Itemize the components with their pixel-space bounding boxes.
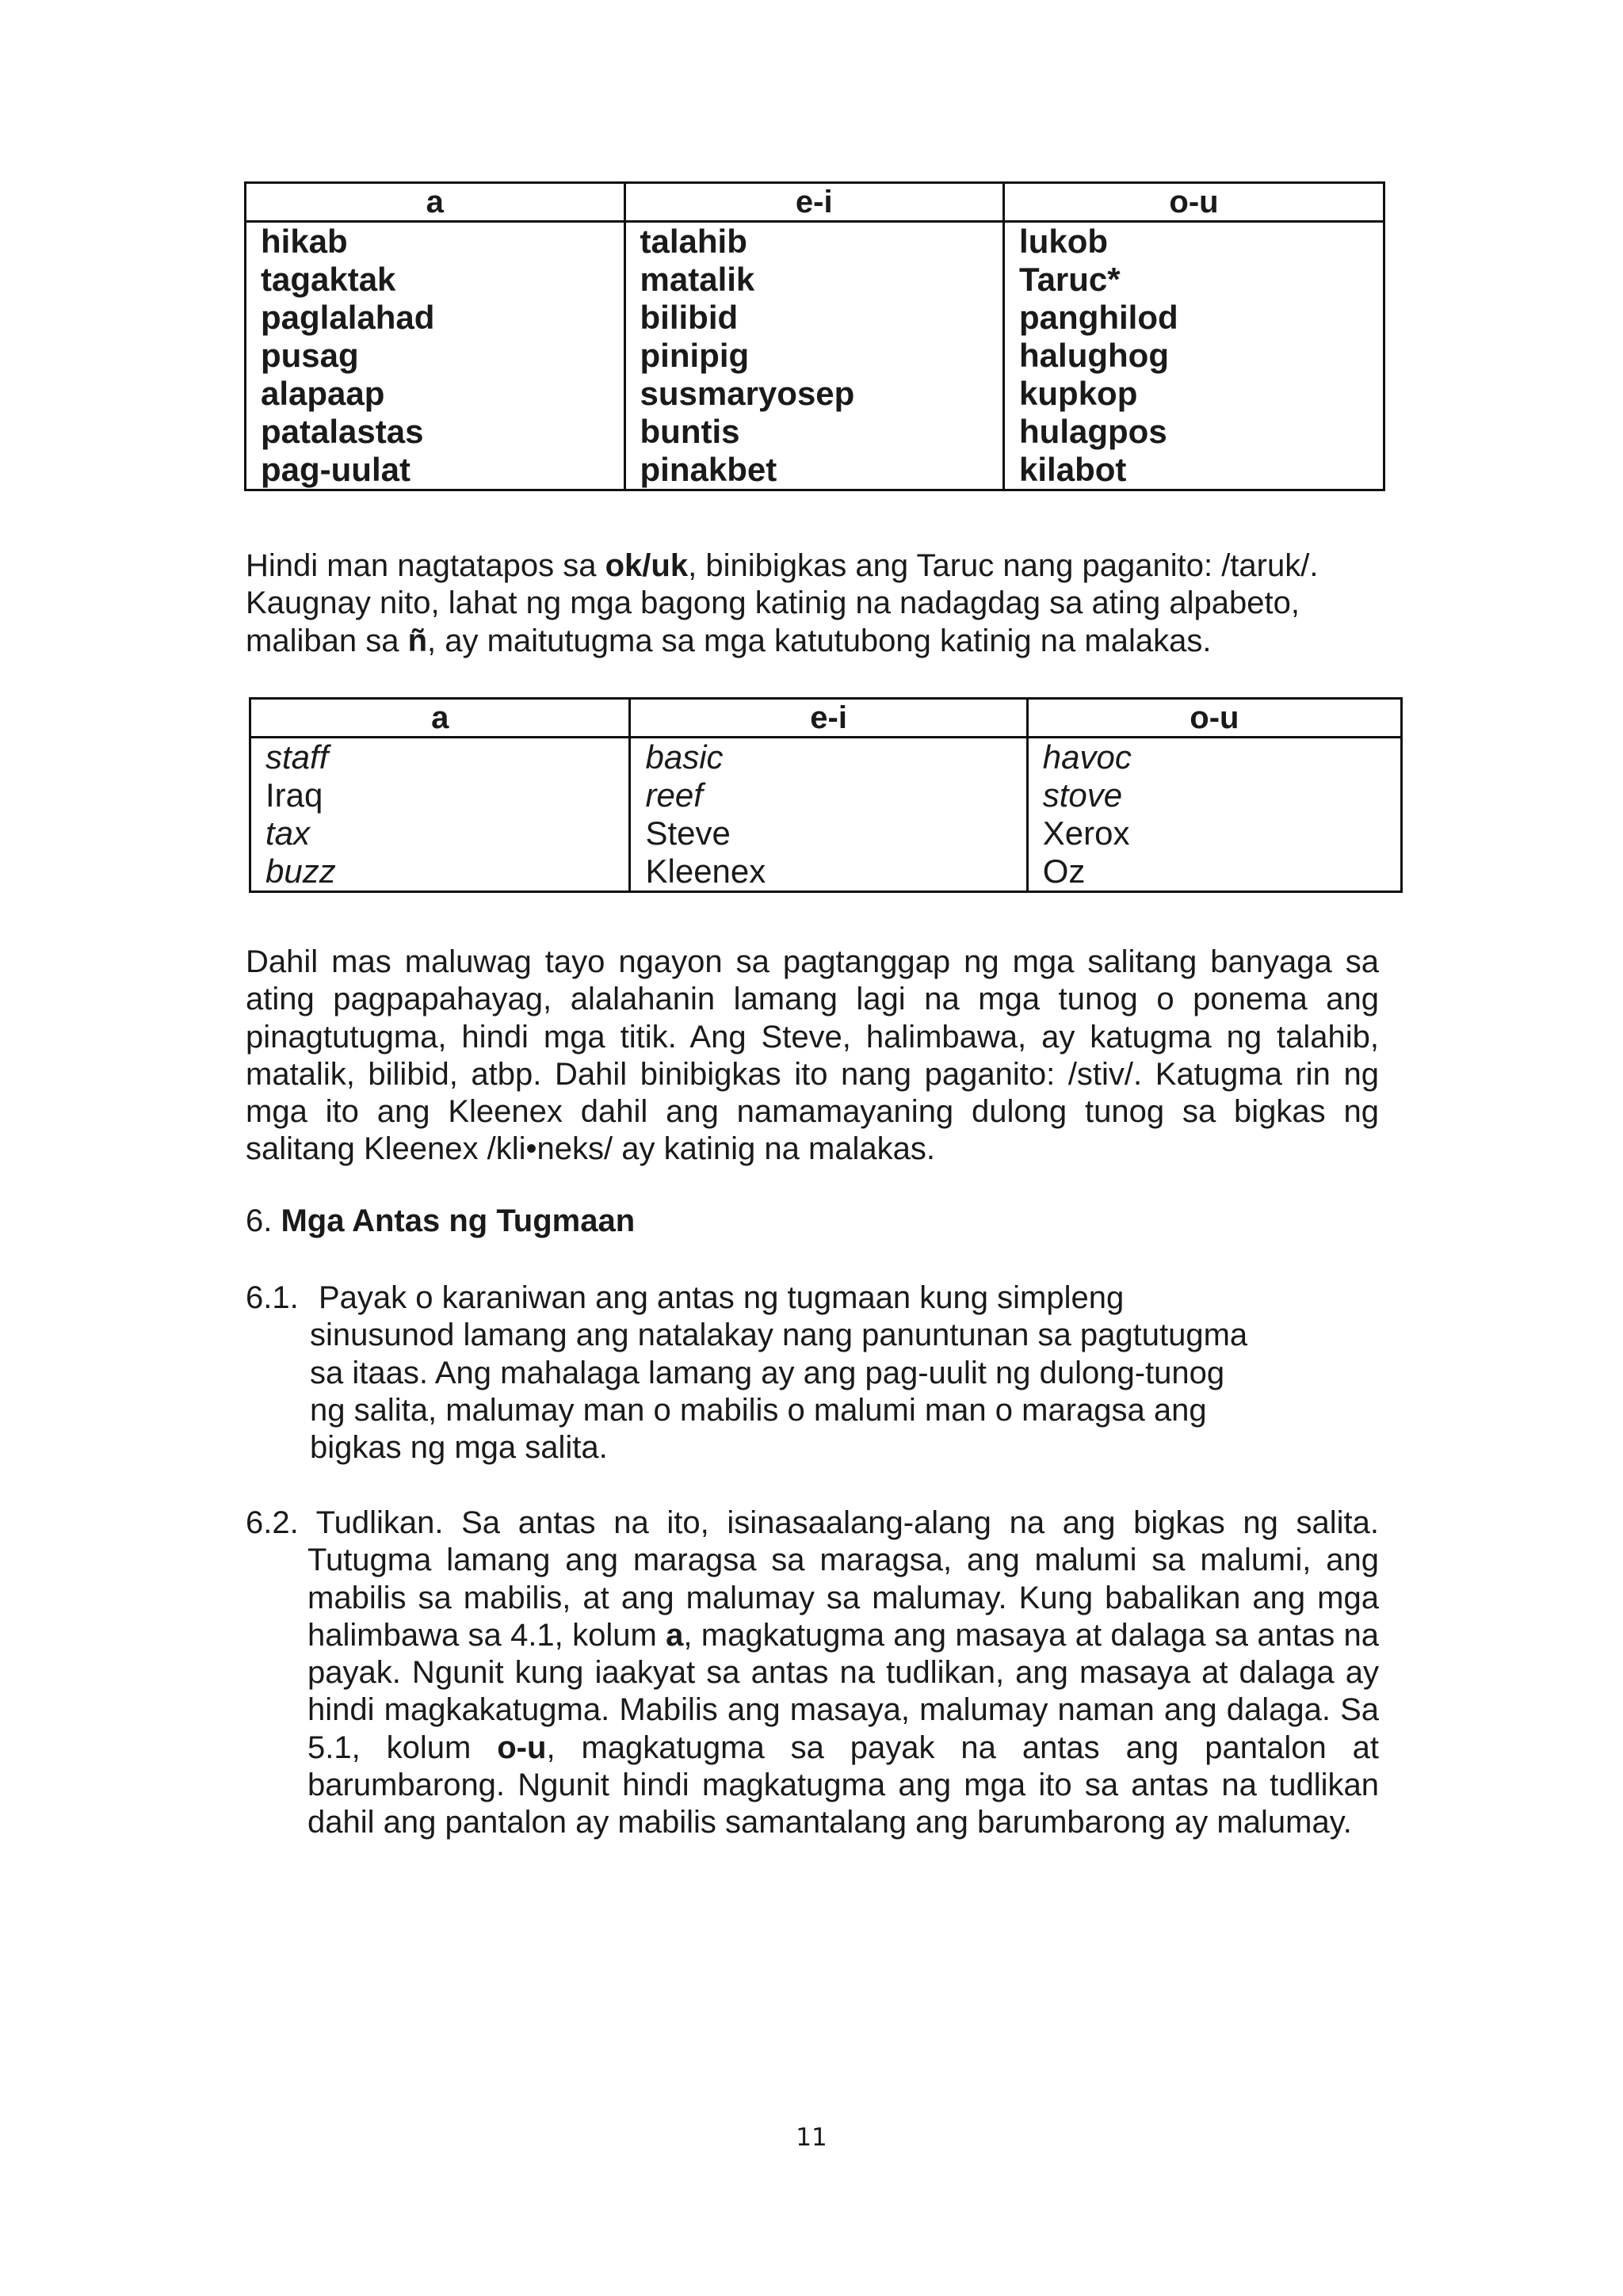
word-cell: Taruc*	[1019, 261, 1121, 298]
word-cell: lukob	[1019, 223, 1109, 260]
column-cell-e-i	[630, 738, 1027, 892]
text-line: bigkas ng mga salita.	[310, 1430, 608, 1465]
word-cell: alapaap	[261, 375, 385, 412]
column-header-e-i: e-i	[630, 699, 1027, 738]
word-cell: patalastas	[261, 413, 424, 450]
paragraph-taruc: Hindi man nagtatapos sa ok/uk, binibigkas ang Taruc nang paganito: /taruk/. Kaugnay nito, lahat ng mga bagong katinig na nadagdag sa ating alpabeto, maliban sa ñ, ay maitutugma sa mga katutubong katinig na malakas.	[246, 548, 1319, 658]
table-body-row	[246, 222, 1384, 490]
text-line: Payak o karaniwan ang antas ng tugmaan kung simpleng	[319, 1280, 1125, 1315]
table-header-row	[246, 183, 1384, 222]
word-cell: kupkop	[1019, 375, 1138, 412]
word-cell: Steve	[645, 814, 731, 852]
word-cell: kilabot	[1019, 451, 1127, 488]
word-cell: hikab	[261, 223, 348, 260]
word-cell: pinakbet	[640, 451, 777, 488]
word-cell: panghilod	[1019, 299, 1178, 336]
subsection-6-2: 6.2. Tudlikan. Sa antas na ito, isinasaalang-alang na ang bigkas ng salita. Tutugma lamang ang maragsa sa maragsa, ang malumi sa malumi, ang mabilis sa mabilis, at ang malumay sa malumay. Kung babalikan ang mga halimbawa sa 4.1, kolum a, magkatugma ang masaya at dalaga sa antas na payak. Ngunit kung iaakyat sa antas na tudlikan, ang masaya at dalaga ay hindi magkakatugma. Mabilis ang masaya, malumay naman ang dalaga. Sa 5.1, kolum o-u, magkatugma sa payak na antas ang pantalon at barumbarong. Ngunit hindi magkatugma ang mga ito sa antas na tudlikan dahil ang pantalon ay mabilis samantalang ang barumbarong ay malumay.	[246, 1505, 1380, 1840]
word-cell: buntis	[640, 413, 740, 450]
page-number: 11	[796, 2123, 827, 2152]
word-cell: reef	[645, 776, 703, 814]
word-cell: matalik	[640, 261, 755, 298]
word-cell: tagaktak	[261, 261, 396, 298]
word-cell: Iraq	[265, 776, 323, 814]
section-heading: 6. Mga Antas ng Tugmaan	[246, 1203, 636, 1238]
text-line: ng salita, malumay man o mabilis o malumi man o maragsa ang	[310, 1393, 1207, 1428]
word-cell: pag-uulat	[261, 451, 411, 488]
word-cell: stove	[1042, 776, 1123, 814]
word-cell: basic	[645, 738, 724, 776]
column-cell-e-i	[624, 222, 1004, 490]
word-cell: staff	[265, 738, 329, 776]
subsection-label: 6.1.	[246, 1280, 299, 1315]
word-cell: tax	[265, 814, 311, 852]
word-cell: susmaryosep	[640, 375, 855, 412]
word-cell: paglalahad	[261, 299, 435, 336]
table-header-row	[250, 699, 1402, 738]
word-cell: buzz	[265, 852, 336, 890]
word-cell: hulagpos	[1019, 413, 1167, 450]
word-cell: talahib	[640, 223, 747, 260]
table-body-row	[250, 738, 1402, 892]
column-header-o-u: o-u	[1004, 183, 1384, 222]
column-cell-a	[246, 222, 625, 490]
word-cell: pusag	[261, 337, 359, 374]
word-cell: pinipig	[640, 337, 750, 374]
rhyme-table-borrowed	[249, 697, 1403, 893]
rhyme-table-native	[244, 181, 1385, 491]
word-cell: halughog	[1019, 337, 1169, 374]
word-cell: Xerox	[1042, 814, 1130, 852]
text-line: sa itaas. Ang mahalaga lamang ay ang pag-uulit ng dulong-tunog	[310, 1356, 1225, 1390]
column-cell-o-u	[1027, 738, 1401, 892]
paragraph-borrowed-words: Dahil mas maluwag tayo ngayon sa pagtanggap ng mga salitang banyaga sa ating pagpapahayag, alalahanin lamang lagi na mga tunog o ponema ang pinagtutugma, hindi mga titik. Ang Steve, halimbawa, ay katugma ng talahib, matalik, bilibid, atbp. Dahil binibigkas ito nang paganito: /stiv/. Katugma rin ng mga ito ang Kleenex dahil ang namamayaning dulong tunog sa bigkas ng salitang Kleenex /kli•neks/ ay katinig na malakas.	[246, 944, 1379, 1167]
word-cell: havoc	[1042, 738, 1132, 776]
column-header-o-u: o-u	[1027, 699, 1401, 738]
column-cell-o-u	[1004, 222, 1384, 490]
column-cell-a	[250, 738, 630, 892]
column-header-e-i: e-i	[624, 183, 1004, 222]
word-cell: bilibid	[640, 299, 739, 336]
column-header-a: a	[246, 183, 625, 222]
word-cell: Oz	[1042, 852, 1086, 890]
text-line: sinusunod lamang ang natalakay nang panuntunan sa pagtutugma	[310, 1318, 1248, 1352]
column-header-a: a	[250, 699, 630, 738]
word-cell: Kleenex	[645, 852, 766, 890]
